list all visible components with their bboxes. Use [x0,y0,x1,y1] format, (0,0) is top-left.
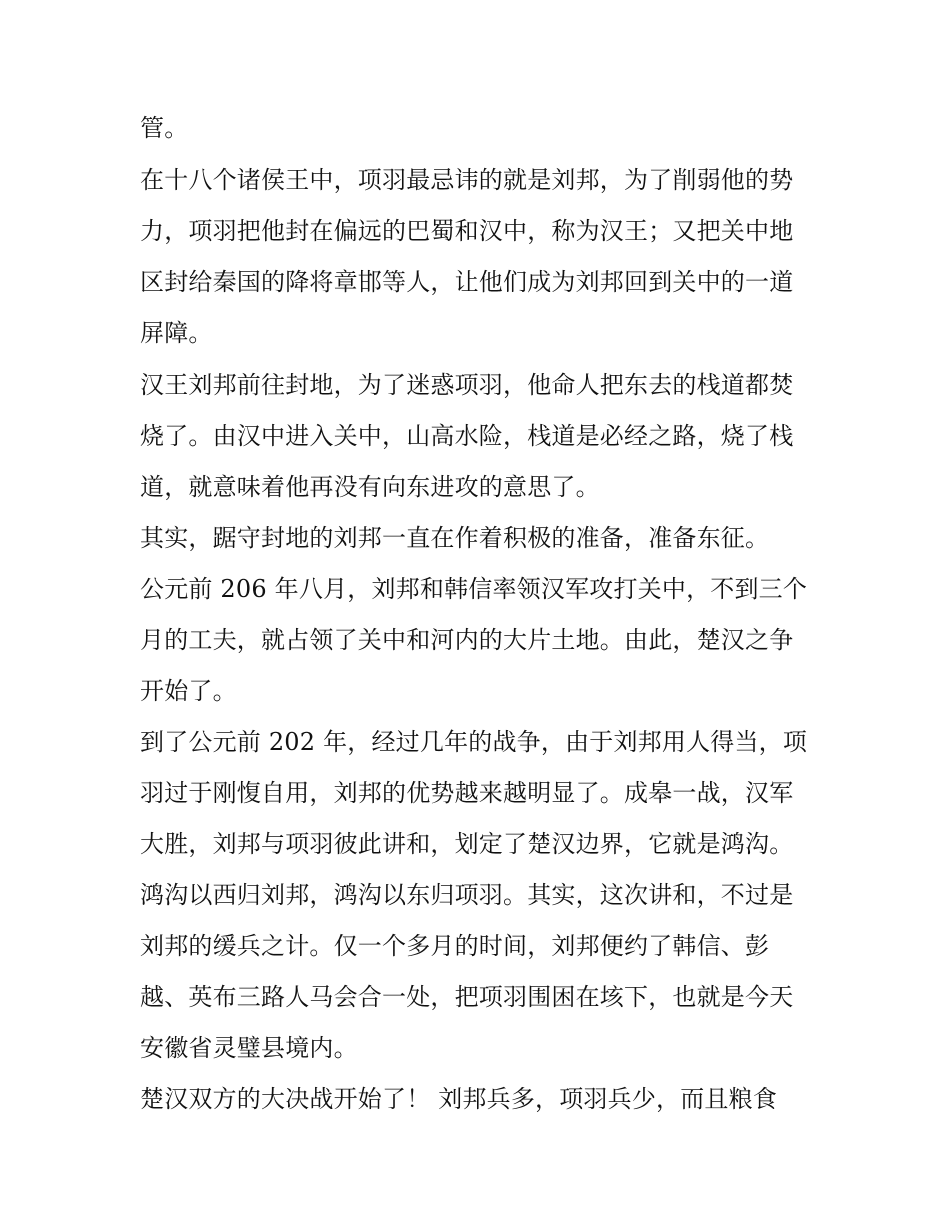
text-line: 屏障。 [140,319,213,347]
text-line: 大胜，刘邦与项羽彼此讲和，划定了楚汉边界，它就是鸿沟。 [140,830,794,858]
text-line: 安徽省灵璧县境内。 [140,1034,358,1062]
text-line: 越、英布三路人马会合一处，把项羽围困在垓下，也就是今天 [140,983,794,1011]
text-line: 道，就意味着他再没有向东进攻的意思了。 [140,473,600,501]
text-line: 鸿沟以西归刘邦，鸿沟以东归项羽。其实，这次讲和，不过是 [140,881,794,909]
text-line: 刘邦的缓兵之计。仅一个多月的时间，刘邦便约了韩信、彭 [140,932,770,960]
text-line: 羽过于刚愎自用，刘邦的优势越来越明显了。成皋一战，汉军 [140,779,794,807]
text-line: 到了公元前 202 年，经过几年的战争，由于刘邦用人得当，项 [140,728,808,756]
text-line: 管。 [140,114,189,142]
text-line: 汉王刘邦前往封地，为了迷惑项羽，他命人把东去的栈道都焚 [140,371,794,399]
text-line: 区封给秦国的降将章邯等人，让他们成为刘邦回到关中的一道 [140,268,794,296]
text-line: 公元前 206 年八月，刘邦和韩信率领汉军攻打关中，不到三个 [140,575,808,603]
text-line: 烧了。由汉中进入关中，山高水险，栈道是必经之路，烧了栈 [140,422,794,450]
text-line: 开始了。 [140,677,237,705]
text-line: 月的工夫，就占领了关中和河内的大片土地。由此，楚汉之争 [140,626,794,654]
text-line: 在十八个诸侯王中，项羽最忌讳的就是刘邦，为了削弱他的势 [140,166,794,194]
text-line: 楚汉双方的大决战开始了！ 刘邦兵多，项羽兵少，而且粮食 [140,1085,778,1113]
text-line: 其实，踞守封地的刘邦一直在作着积极的准备，准备东征。 [140,524,770,552]
text-line: 力，项羽把他封在偏远的巴蜀和汉中，称为汉王；又把关中地 [140,217,794,245]
